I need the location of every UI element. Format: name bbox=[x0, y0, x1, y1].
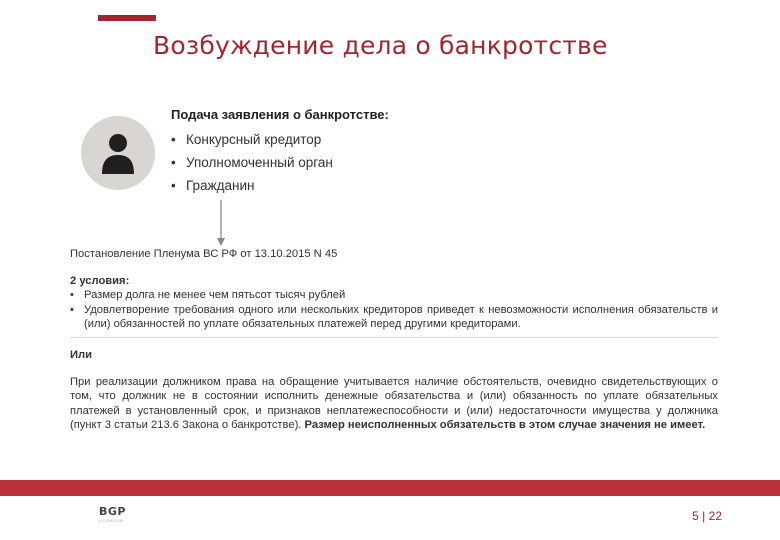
page-separator: | bbox=[702, 509, 706, 523]
person-icon bbox=[98, 130, 138, 176]
paragraph-text: При реализации должником права на обращение учитывается наличие обстоятельств, очевидно свидетельствующих о том, что должник не в состоянии исполнить денежные обязательства и (или) обязанность по уплате обязательных платежей в установленный срок, и признаков неплатежеспособности и (или) недостаточности имущества у должника (пункт 3 статьи 213.6 Закона о банкротстве). bbox=[70, 375, 718, 432]
conditions-list bbox=[70, 288, 718, 332]
bullet: • bbox=[171, 155, 176, 170]
condition-text: Размер долга не менее чем пятьсот тысяч рублей bbox=[84, 289, 346, 302]
logo-text: BGP bbox=[99, 505, 126, 518]
arrow-down-icon bbox=[216, 200, 226, 246]
page-title: Возбуждение дела о банкротстве bbox=[153, 31, 608, 60]
filing-item-label: Конкурсный кредитор bbox=[186, 132, 322, 147]
filing-item-creditor bbox=[171, 128, 491, 151]
body-text bbox=[70, 247, 718, 433]
filing-item-label: Уполномоченный орган bbox=[186, 155, 333, 170]
conditions-title: 2 условия: bbox=[70, 274, 130, 287]
avatar bbox=[81, 116, 155, 190]
paragraph bbox=[70, 375, 718, 433]
bgp-logo bbox=[99, 505, 126, 523]
or-label: Или bbox=[70, 348, 93, 361]
top-accent-bar bbox=[98, 15, 156, 21]
filing-list bbox=[171, 128, 491, 197]
filing-heading: Подача заявления о банкротстве: bbox=[171, 107, 389, 122]
bullet: • bbox=[171, 178, 176, 193]
logo-subtitle: LITIGATION bbox=[99, 519, 124, 523]
bottom-bar bbox=[0, 480, 780, 496]
page-total: 22 bbox=[708, 509, 722, 523]
condition-item bbox=[70, 288, 718, 303]
bullet: • bbox=[70, 303, 74, 316]
filing-item-citizen bbox=[171, 174, 491, 197]
condition-item bbox=[70, 303, 718, 332]
bullet: • bbox=[70, 289, 74, 302]
page-current: 5 bbox=[692, 509, 699, 523]
resolution-reference: Постановление Пленума ВС РФ от 13.10.2015 N 45 bbox=[70, 248, 338, 260]
filing-item-authority bbox=[171, 151, 491, 174]
bullet: • bbox=[171, 132, 176, 147]
filing-block bbox=[171, 107, 491, 197]
divider bbox=[70, 337, 718, 338]
page-number bbox=[692, 509, 722, 523]
paragraph-bold: Размер неисполненных обязательств в этом случае значения не имеет. bbox=[304, 419, 706, 432]
filing-item-label: Гражданин bbox=[186, 178, 255, 193]
condition-text: Удовлетворение требования одного или нескольких кредиторов приведет к невозможности исполнения обязательств и (или) обязанностей по уплате обязательных платежей перед другими кредиторами. bbox=[84, 303, 718, 331]
